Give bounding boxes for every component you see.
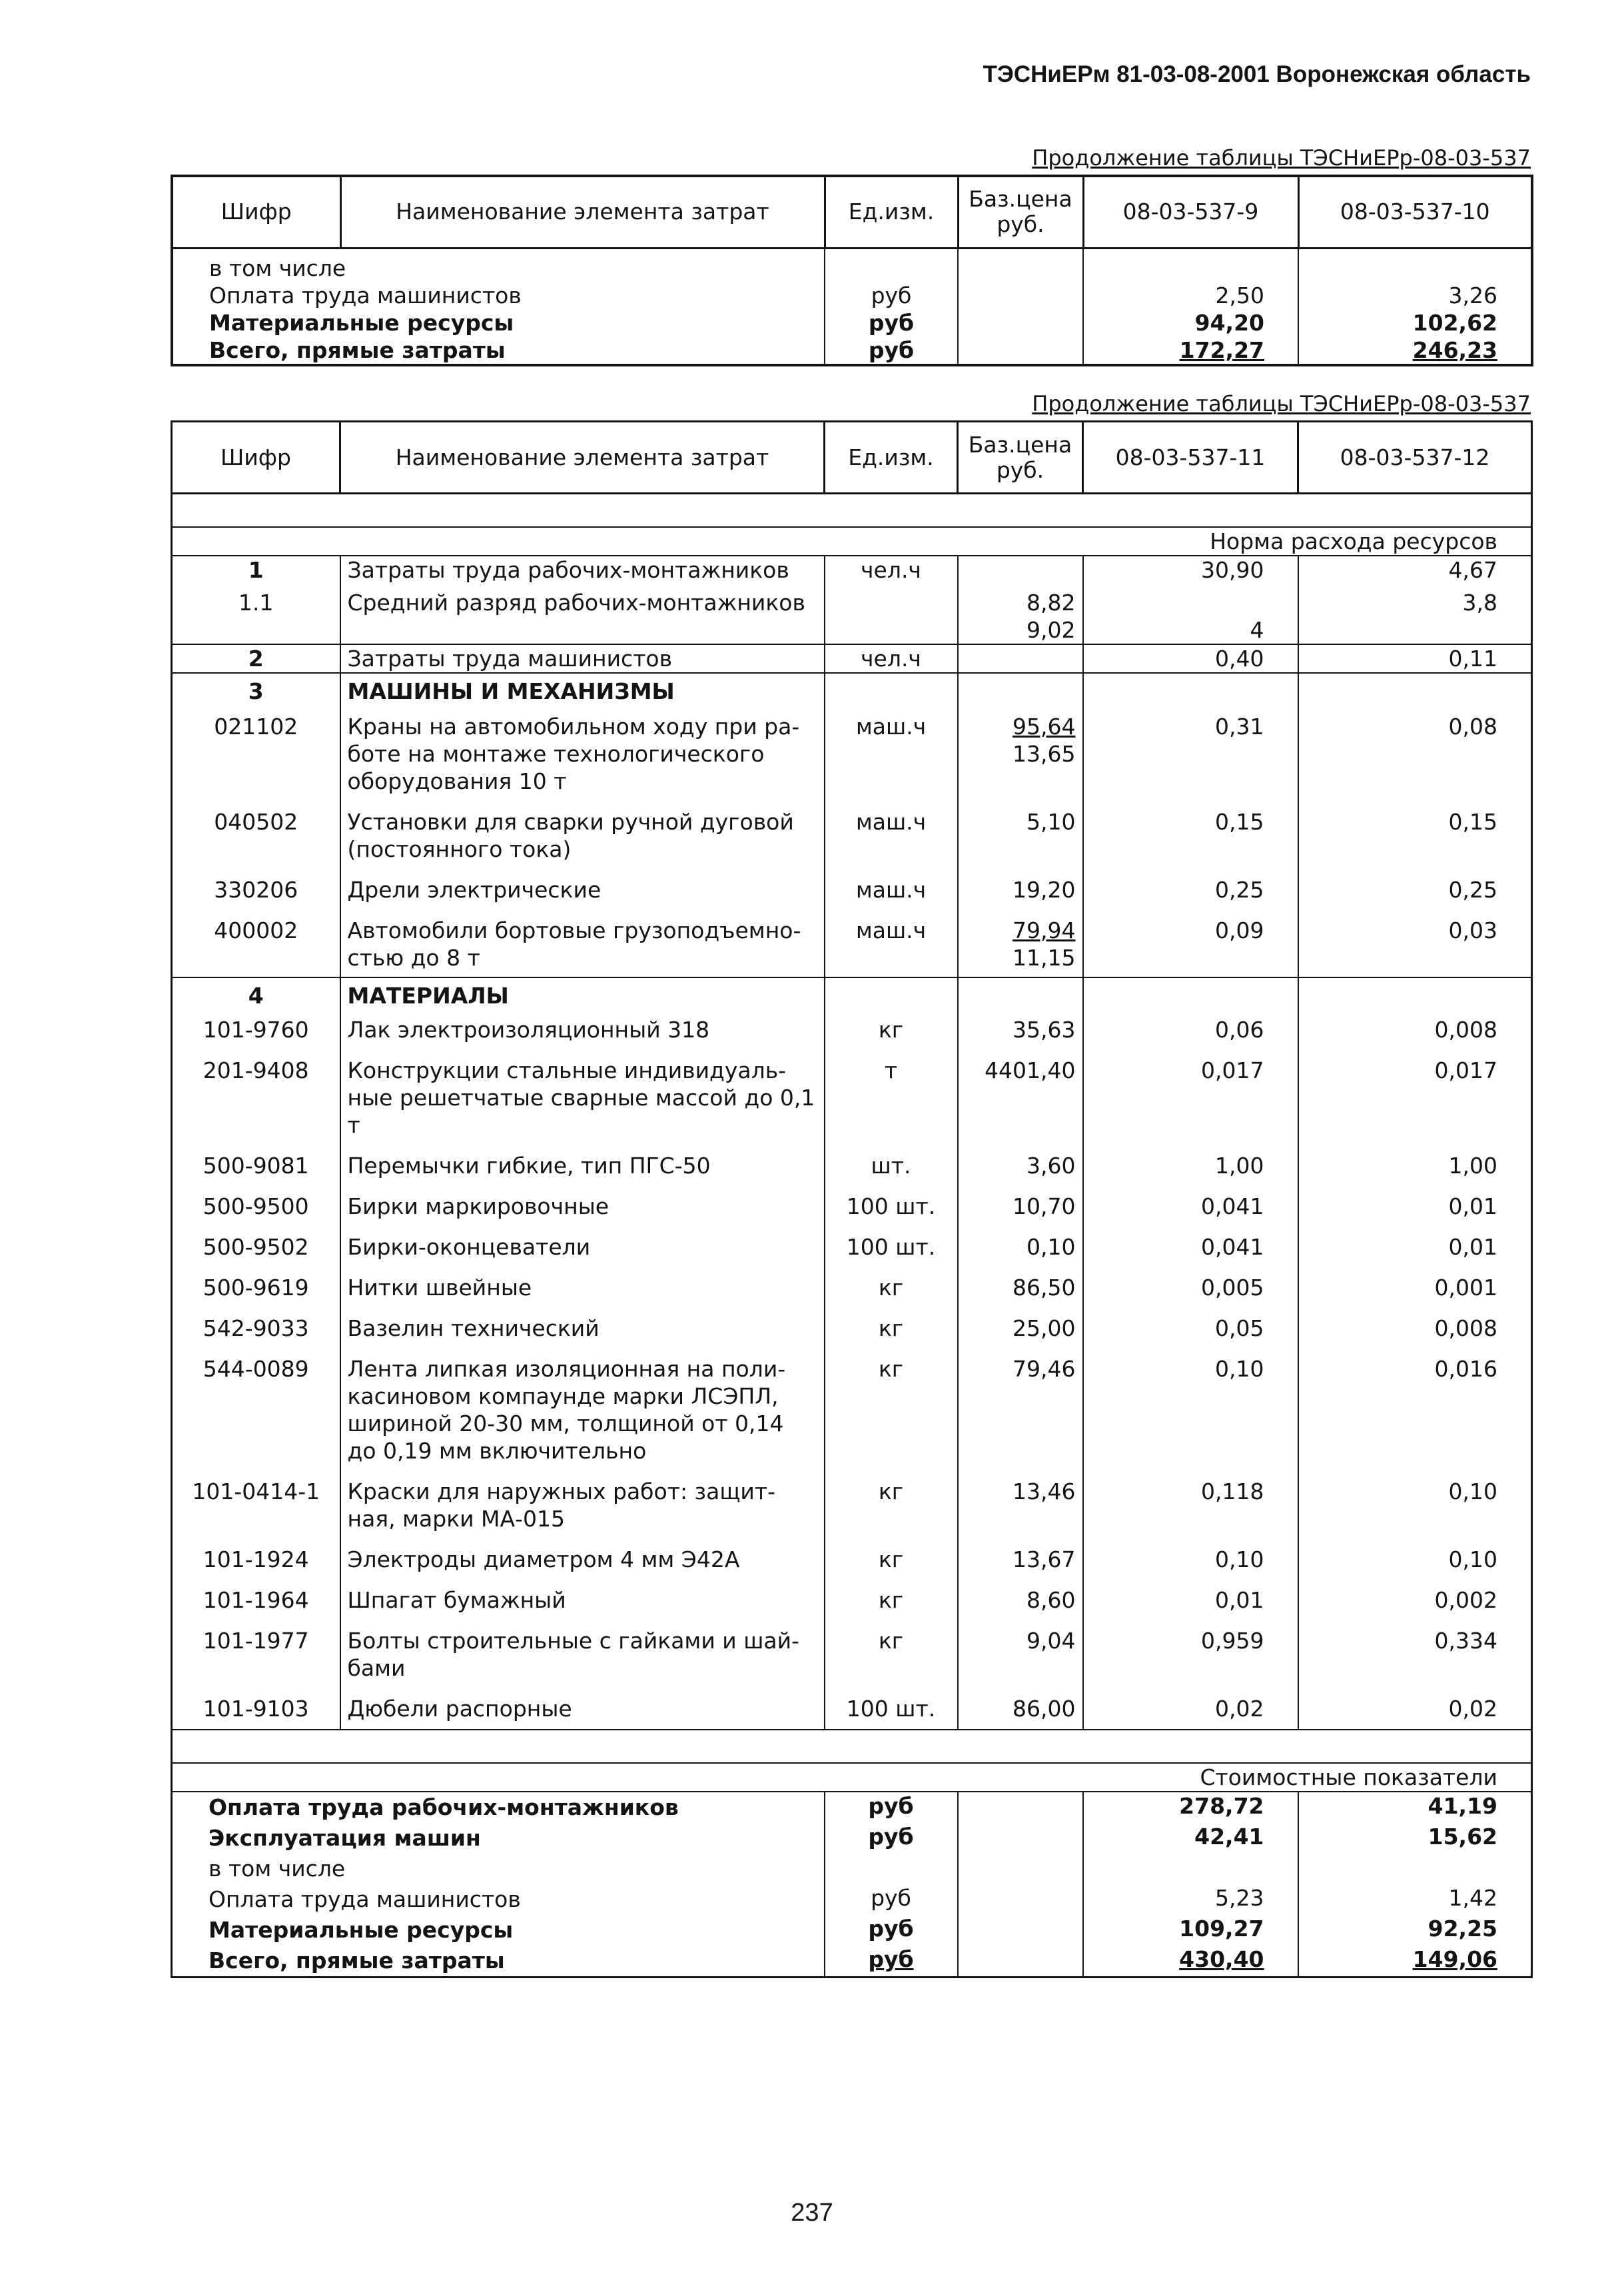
table-row [172,1009,1532,1050]
row-value-2: 0,10 [1298,1539,1532,1580]
row-name: Перемычки гибкие, тип ПГС-50 [340,1145,825,1186]
price-value: 9,04 [1026,1628,1076,1654]
row-price [958,1620,1083,1688]
table2-caption: Продолжение таблицы ТЭСНиЕРр-08-03-537 [1032,391,1531,416]
row-value-2: 3,8 [1298,584,1532,616]
row-name [340,616,825,644]
price-value: 13,46 [1013,1478,1076,1504]
row-value-1: 0,10 [1083,1349,1298,1471]
price-value: 9,02 [1026,617,1076,643]
row-value-1: 0,09 [1083,909,1298,977]
row-value-2 [1298,1854,1532,1884]
col-header-price: Баз.цена руб. [958,422,1083,494]
row-label: в том числе [172,1854,825,1884]
section-cost-label: Стоимостные показатели [172,1763,1532,1792]
row-unit: руб [825,1792,958,1823]
row-name: Установки для сварки ручной дуговой (постоянного тока) [340,800,825,868]
row-value-1 [1083,248,1298,282]
row-value-1: 5,23 [1083,1884,1298,1915]
row-value-2: 1,00 [1298,1145,1532,1186]
row-code: 2 [172,644,340,673]
row-value-1: 0,02 [1083,1688,1298,1730]
row-name: Нитки швейные [340,1267,825,1308]
row-value-1: 42,41 [1083,1823,1298,1854]
row-price [958,1471,1083,1539]
row-price [958,1580,1083,1620]
table1 [171,175,1533,366]
row-value-1: 0,05 [1083,1308,1298,1349]
table-row [172,1145,1532,1186]
table-row [172,556,1532,584]
table1-header-row [172,176,1532,248]
row-value-1: 0,06 [1083,1009,1298,1050]
page-number: 237 [791,2199,833,2227]
row-value-1 [1083,1854,1298,1884]
empty-cell [1298,977,1532,1009]
row-unit: маш.ч [825,705,958,800]
row-value-2: 15,62 [1298,1823,1532,1854]
row-name: Дрели электрические [340,868,825,909]
row-price [958,1227,1083,1267]
row-code: 101-1977 [172,1620,340,1688]
empty-price-cell [958,282,1083,309]
section-norm [172,494,1532,528]
row-unit: кг [825,1308,958,1349]
row-value-2: 0,008 [1298,1009,1532,1050]
col-header-code: Шифр [172,176,340,248]
section-norm-label-row [172,527,1532,556]
section-spacer [172,1730,1532,1763]
row-value-2: 41,19 [1298,1792,1532,1823]
table-row [172,1308,1532,1349]
row-price [958,1009,1083,1050]
table-row [172,1688,1532,1730]
row-name: Затраты труда машинистов [340,644,825,673]
row-name: Болты строительные с гайками и шай- бами [340,1620,825,1688]
row-unit: маш.ч [825,800,958,868]
section-code: 3 [172,673,340,705]
row-code: 400002 [172,909,340,977]
empty-price-cell [958,336,1083,365]
row-unit: маш.ч [825,909,958,977]
empty-price-cell [958,309,1083,336]
row-unit: руб [825,1884,958,1915]
table-row [172,336,1532,365]
col-header-price: Баз.цена руб. [958,176,1083,248]
empty-cell [958,673,1083,705]
row-value-1: 94,20 [1083,309,1298,336]
row-unit: кг [825,1539,958,1580]
row-code: 101-1964 [172,1580,340,1620]
row-value-2: 149,06 [1298,1946,1532,1978]
table-row [172,282,1532,309]
row-code: 101-1924 [172,1539,340,1580]
price-value: 79,94 [1013,917,1076,943]
row-price [958,1539,1083,1580]
row-label: Всего, прямые затраты [209,336,506,363]
row-name: Краски для наружных работ: защит- ная, марки МА-015 [340,1471,825,1539]
row-price [958,1349,1083,1471]
row-value-1: 30,90 [1083,556,1298,584]
empty-cell [1083,673,1298,705]
row-price [958,556,1083,584]
row-label: Материальные ресурсы [172,1915,825,1946]
table-row [172,616,1532,644]
row-code: 201-9408 [172,1050,340,1145]
price-value: 95,64 [1013,714,1076,740]
price-value: 3,60 [1026,1153,1076,1179]
row-code: 500-9502 [172,1227,340,1267]
table-row [172,584,1532,616]
row-label: Оплата труда машинистов [172,1884,825,1915]
row-unit: 100 шт. [825,1227,958,1267]
row-value-2: 0,01 [1298,1186,1532,1227]
section-title: МАШИНЫ И МЕХАНИЗМЫ [340,673,825,705]
row-unit: кг [825,1009,958,1050]
row-value-2: 0,08 [1298,705,1532,800]
table-row [172,1267,1532,1308]
row-value-2: 0,25 [1298,868,1532,909]
col-header-value-1: 08-03-537-9 [1083,176,1298,248]
row-price [958,1688,1083,1730]
row-value-2: 0,11 [1298,644,1532,673]
table-row [172,1792,1532,1823]
empty-price-cell [958,248,1083,282]
price-value-secondary: 13,65 [1013,741,1076,767]
table-row [172,800,1532,868]
row-label: Всего, прямые затраты [172,1946,825,1978]
row-value-1: 172,27 [1083,336,1298,365]
row-code: 1.1 [172,584,340,616]
row-value-1: 0,01 [1083,1580,1298,1620]
price-value: 79,46 [1013,1356,1076,1382]
row-value-1: 430,40 [1083,1946,1298,1978]
table-row [172,1186,1532,1227]
row-unit: руб [825,1946,958,1978]
row-value-1: 0,959 [1083,1620,1298,1688]
row-value-1: 0,40 [1083,644,1298,673]
section-title: МАТЕРИАЛЫ [340,977,825,1009]
row-value-1: 1,00 [1083,1145,1298,1186]
row-name: Бирки маркировочные [340,1186,825,1227]
row-value-2: 1,42 [1298,1884,1532,1915]
empty-price-cell [958,1854,1083,1884]
price-value: 13,67 [1013,1546,1076,1572]
empty-price-cell [958,1946,1083,1978]
table-row [172,1227,1532,1267]
row-code: 330206 [172,868,340,909]
row-value-2: 0,001 [1298,1267,1532,1308]
row-value-2: 0,334 [1298,1620,1532,1688]
row-value-1: 2,50 [1083,282,1298,309]
row-value-2: 3,26 [1298,282,1532,309]
row-value-2: 0,02 [1298,1688,1532,1730]
section-cost [172,1730,1532,1763]
row-unit: руб [825,282,958,309]
row-value-2: 0,017 [1298,1050,1532,1145]
section-norm-label: Норма расхода ресурсов [172,527,1532,556]
table-row [172,1854,1532,1884]
empty-cell [1083,977,1298,1009]
row-name: Средний разряд рабочих-монтажников [340,584,825,616]
row-code: 101-0414-1 [172,1471,340,1539]
row-unit: чел.ч [825,556,958,584]
empty-cell [958,977,1083,1009]
price-value: 8,60 [1026,1587,1076,1613]
row-value-1: 0,017 [1083,1050,1298,1145]
row-value-2: 0,002 [1298,1580,1532,1620]
table-row [172,1884,1532,1915]
table-row [172,1349,1532,1471]
col-header-code: Шифр [172,422,340,494]
table-row [172,1539,1532,1580]
price-value: 35,63 [1013,1017,1076,1043]
section-code: 4 [172,977,340,1009]
row-code: 021102 [172,705,340,800]
row-unit: руб [825,336,958,365]
table-row [172,868,1532,909]
row-unit [825,1854,958,1884]
col-header-unit: Ед.изм. [825,422,958,494]
row-unit: чел.ч [825,644,958,673]
row-price [958,616,1083,644]
row-name: Краны на автомобильном ходу при ра- боте на монтаже технологического оборудования 10 т [340,705,825,800]
row-value-1: 0,15 [1083,800,1298,868]
row-name: Лак электроизоляционный 318 [340,1009,825,1050]
price-value: 5,10 [1026,809,1076,835]
row-price [958,1145,1083,1186]
row-price [958,909,1083,977]
price-value-secondary: 11,15 [1013,945,1076,971]
row-value-1: 109,27 [1083,1915,1298,1946]
row-code: 101-9760 [172,1009,340,1050]
price-value: 10,70 [1013,1193,1076,1219]
row-price [958,800,1083,868]
price-value: 19,20 [1013,877,1076,903]
row-value-1: 0,041 [1083,1227,1298,1267]
row-value-2: 0,03 [1298,909,1532,977]
row-value-2: 0,016 [1298,1349,1532,1471]
row-value-1: 4 [1083,616,1298,644]
table-row [172,1620,1532,1688]
row-name: Автомобили бортовые грузоподъемно- стью до 8 т [340,909,825,977]
table-row [172,705,1532,800]
row-unit: руб [825,1915,958,1946]
col-header-unit: Ед.изм. [825,176,958,248]
table1-caption: Продолжение таблицы ТЭСНиЕРр-08-03-537 [1032,145,1531,171]
price-value: 4401,40 [985,1057,1076,1083]
col-header-name: Наименование элемента затрат [340,176,825,248]
row-unit: 100 шт. [825,1688,958,1730]
table-row [172,1580,1532,1620]
table-row [172,1915,1532,1946]
row-label: Оплата труда машинистов [209,282,522,308]
row-price [958,1050,1083,1145]
row-price [958,1308,1083,1349]
row-price [958,584,1083,616]
row-value-2: 4,67 [1298,556,1532,584]
row-code: 101-9103 [172,1688,340,1730]
row-name: Бирки-оконцеватели [340,1227,825,1267]
row-code: 500-9081 [172,1145,340,1186]
empty-price-cell [958,1915,1083,1946]
row-unit: кг [825,1471,958,1539]
row-unit [825,616,958,644]
row-unit [825,584,958,616]
row-unit: кг [825,1580,958,1620]
row-value-2: 92,25 [1298,1915,1532,1946]
row-value-1 [1083,584,1298,616]
row-name: Электроды диаметром 4 мм Э42А [340,1539,825,1580]
table-row [172,909,1532,977]
row-unit: т [825,1050,958,1145]
row-label: Материальные ресурсы [209,309,514,336]
row-name: Дюбели распорные [340,1688,825,1730]
row-code [172,616,340,644]
page-header-title: ТЭСНиЕРм 81-03-08-2001 Воронежская область [983,61,1531,87]
empty-price-cell [958,1792,1083,1823]
row-name: Шпагат бумажный [340,1580,825,1620]
row-code: 500-9619 [172,1267,340,1308]
table-row [172,248,1532,282]
table-row [172,1050,1532,1145]
row-code: 542-9033 [172,1308,340,1349]
row-value-2: 0,008 [1298,1308,1532,1349]
row-value-1: 278,72 [1083,1792,1298,1823]
row-value-1: 0,118 [1083,1471,1298,1539]
section-spacer [172,494,1532,528]
table-row [172,644,1532,673]
price-value: 25,00 [1013,1315,1076,1341]
empty-cell [825,673,958,705]
row-code: 1 [172,556,340,584]
row-unit: руб [825,309,958,336]
row-code: 040502 [172,800,340,868]
section-cost-label-row [172,1763,1532,1792]
empty-price-cell [958,1884,1083,1915]
row-label: в том числе [209,255,346,281]
row-value-2: 0,10 [1298,1471,1532,1539]
row-unit: кг [825,1349,958,1471]
row-code: 544-0089 [172,1349,340,1471]
col-header-value-2: 08-03-537-10 [1298,176,1532,248]
price-value: 86,50 [1013,1275,1076,1301]
table2 [171,420,1533,1978]
row-unit: кг [825,1267,958,1308]
row-value-1: 0,005 [1083,1267,1298,1308]
row-price [958,705,1083,800]
table-row [172,1823,1532,1854]
section-materials [172,977,1532,1009]
row-value-2 [1298,248,1532,282]
row-price [958,1186,1083,1227]
row-code: 500-9500 [172,1186,340,1227]
col-header-value-1: 08-03-537-11 [1083,422,1298,494]
row-unit: кг [825,1620,958,1688]
row-price [958,644,1083,673]
row-label: Эксплуатация машин [172,1823,825,1854]
price-value: 8,82 [1026,590,1076,616]
row-value-1: 0,25 [1083,868,1298,909]
col-header-value-2: 08-03-537-12 [1298,422,1532,494]
row-value-1: 0,31 [1083,705,1298,800]
row-unit: маш.ч [825,868,958,909]
row-unit [825,248,958,282]
col-header-name: Наименование элемента затрат [340,422,825,494]
row-value-1: 0,041 [1083,1186,1298,1227]
row-value-2: 102,62 [1298,309,1532,336]
row-value-2 [1298,616,1532,644]
empty-cell [825,977,958,1009]
row-unit: шт. [825,1145,958,1186]
row-price [958,1267,1083,1308]
price-value: 86,00 [1013,1696,1076,1722]
empty-cell [1298,673,1532,705]
row-name: Затраты труда рабочих-монтажников [340,556,825,584]
row-price [958,868,1083,909]
row-name: Вазелин технический [340,1308,825,1349]
row-value-1: 0,10 [1083,1539,1298,1580]
table-row [172,1471,1532,1539]
row-value-2: 0,15 [1298,800,1532,868]
price-value: 0,10 [1026,1234,1076,1260]
row-value-2: 0,01 [1298,1227,1532,1267]
table2-header-row [172,422,1532,494]
section-machines [172,673,1532,705]
table-row [172,1946,1532,1978]
row-value-2: 246,23 [1298,336,1532,365]
empty-price-cell [958,1823,1083,1854]
row-name: Конструкции стальные индивидуаль- ные решетчатые сварные массой до 0,1 т [340,1050,825,1145]
row-label: Оплата труда рабочих-монтажников [172,1792,825,1823]
row-unit: 100 шт. [825,1186,958,1227]
row-unit: руб [825,1823,958,1854]
row-name: Лента липкая изоляционная на поли- касиновом компаунде марки ЛСЭПЛ, шириной 20-30 мм, толщиной от 0,14 до 0,19 мм включительно [340,1349,825,1471]
table-row [172,309,1532,336]
